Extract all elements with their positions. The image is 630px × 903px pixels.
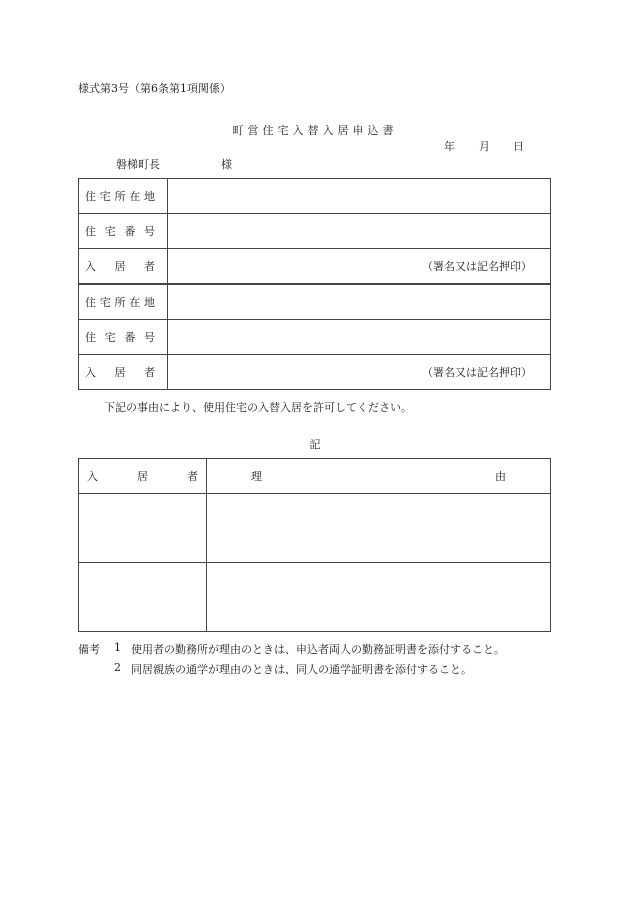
- honorific: 様: [221, 158, 232, 171]
- label-char: 住: [85, 190, 96, 203]
- applicant-2-address-row: [79, 284, 551, 320]
- note-1-number: 1: [114, 641, 121, 654]
- reason-row-2: [79, 563, 551, 632]
- label-char: 居: [114, 366, 126, 379]
- request-statement: 下記の事由により、使用住宅の入替入居を許可してください。: [104, 401, 412, 414]
- resident-label-cell: [79, 355, 168, 390]
- address-label-cell: [79, 179, 168, 214]
- signature-note: （署名又は記名押印）: [422, 260, 532, 273]
- form-reference: 様式第3号（第6条第1項関係）: [78, 82, 231, 95]
- applicant-2-resident-field[interactable]: [168, 355, 551, 390]
- address-label: [85, 188, 155, 204]
- applicant-1-resident-row: [79, 249, 551, 285]
- note-2-text: 同居親族の通学が理由のときは、同人の通学証明書を添付すること。: [131, 663, 472, 676]
- document-title: 町営住宅入替入居申込書: [232, 124, 398, 137]
- label-char: 住: [85, 296, 96, 309]
- address-label-cell: [79, 284, 168, 320]
- addressee: 磐梯町長: [116, 158, 160, 171]
- label-char: 居: [114, 260, 126, 273]
- number-label-cell: [79, 214, 168, 249]
- reason-row-1-reason-field[interactable]: [207, 494, 551, 563]
- date-month-label: 月: [479, 140, 490, 153]
- label-char: 住: [85, 331, 96, 344]
- label-char: 地: [144, 190, 155, 203]
- reason-header-cell: [207, 459, 551, 494]
- applicant-1-address-field[interactable]: [168, 179, 551, 214]
- ki-heading: 記: [309, 438, 321, 451]
- date-day-label: 日: [513, 140, 524, 153]
- label-char: 入: [85, 366, 96, 379]
- number-label: [85, 223, 155, 239]
- reason-table: [78, 458, 551, 632]
- reason-row-2-reason-field[interactable]: [207, 563, 551, 632]
- label-char: 所: [114, 296, 126, 309]
- applicant-2-resident-row: [79, 355, 551, 390]
- resident-label: [85, 258, 155, 274]
- applicant-2-address-field[interactable]: [168, 284, 551, 320]
- note-1-text: 使用者の勤務所が理由のときは、申込者両人の勤務証明書を添付すること。: [131, 643, 505, 656]
- label-char: 在: [129, 296, 141, 309]
- number-label: [85, 329, 155, 345]
- label-char: 号: [143, 331, 155, 344]
- resident-header: 入 居 者: [87, 470, 198, 483]
- reason-header: 理 由: [251, 470, 506, 483]
- resident-label-cell: [79, 249, 168, 285]
- applicant-1-resident-field[interactable]: [168, 249, 551, 285]
- label-char: 者: [144, 366, 155, 379]
- address-label: [85, 294, 155, 310]
- label-char: 宅: [104, 225, 116, 238]
- label-char: 宅: [104, 331, 116, 344]
- label-char: 地: [144, 296, 155, 309]
- applicant-table: [78, 178, 551, 390]
- label-char: 入: [85, 260, 96, 273]
- date-year-label: 年: [444, 140, 455, 153]
- applicant-2-number-row: [79, 320, 551, 355]
- note-2-number: 2: [114, 661, 121, 674]
- reason-row-1-resident-field[interactable]: [79, 494, 207, 563]
- label-char: 番: [124, 331, 136, 344]
- number-label-cell: [79, 320, 168, 355]
- label-char: 号: [143, 225, 155, 238]
- applicant-1-number-row: [79, 214, 551, 249]
- label-char: 在: [129, 190, 141, 203]
- resident-header-cell: [79, 459, 207, 494]
- label-char: 所: [114, 190, 126, 203]
- notes-label: 備考: [78, 643, 100, 656]
- resident-label: [85, 364, 155, 380]
- label-char: 番: [124, 225, 136, 238]
- applicant-2-number-field[interactable]: [168, 320, 551, 355]
- applicant-1-number-field[interactable]: [168, 214, 551, 249]
- label-char: 宅: [99, 190, 111, 203]
- label-char: 宅: [99, 296, 111, 309]
- label-char: 住: [85, 225, 96, 238]
- reason-table-header: [79, 459, 551, 494]
- signature-note: （署名又は記名押印）: [422, 366, 532, 379]
- reason-row-1: [79, 494, 551, 563]
- applicant-1-address-row: [79, 179, 551, 214]
- label-char: 者: [144, 260, 155, 273]
- reason-row-2-resident-field[interactable]: [79, 563, 207, 632]
